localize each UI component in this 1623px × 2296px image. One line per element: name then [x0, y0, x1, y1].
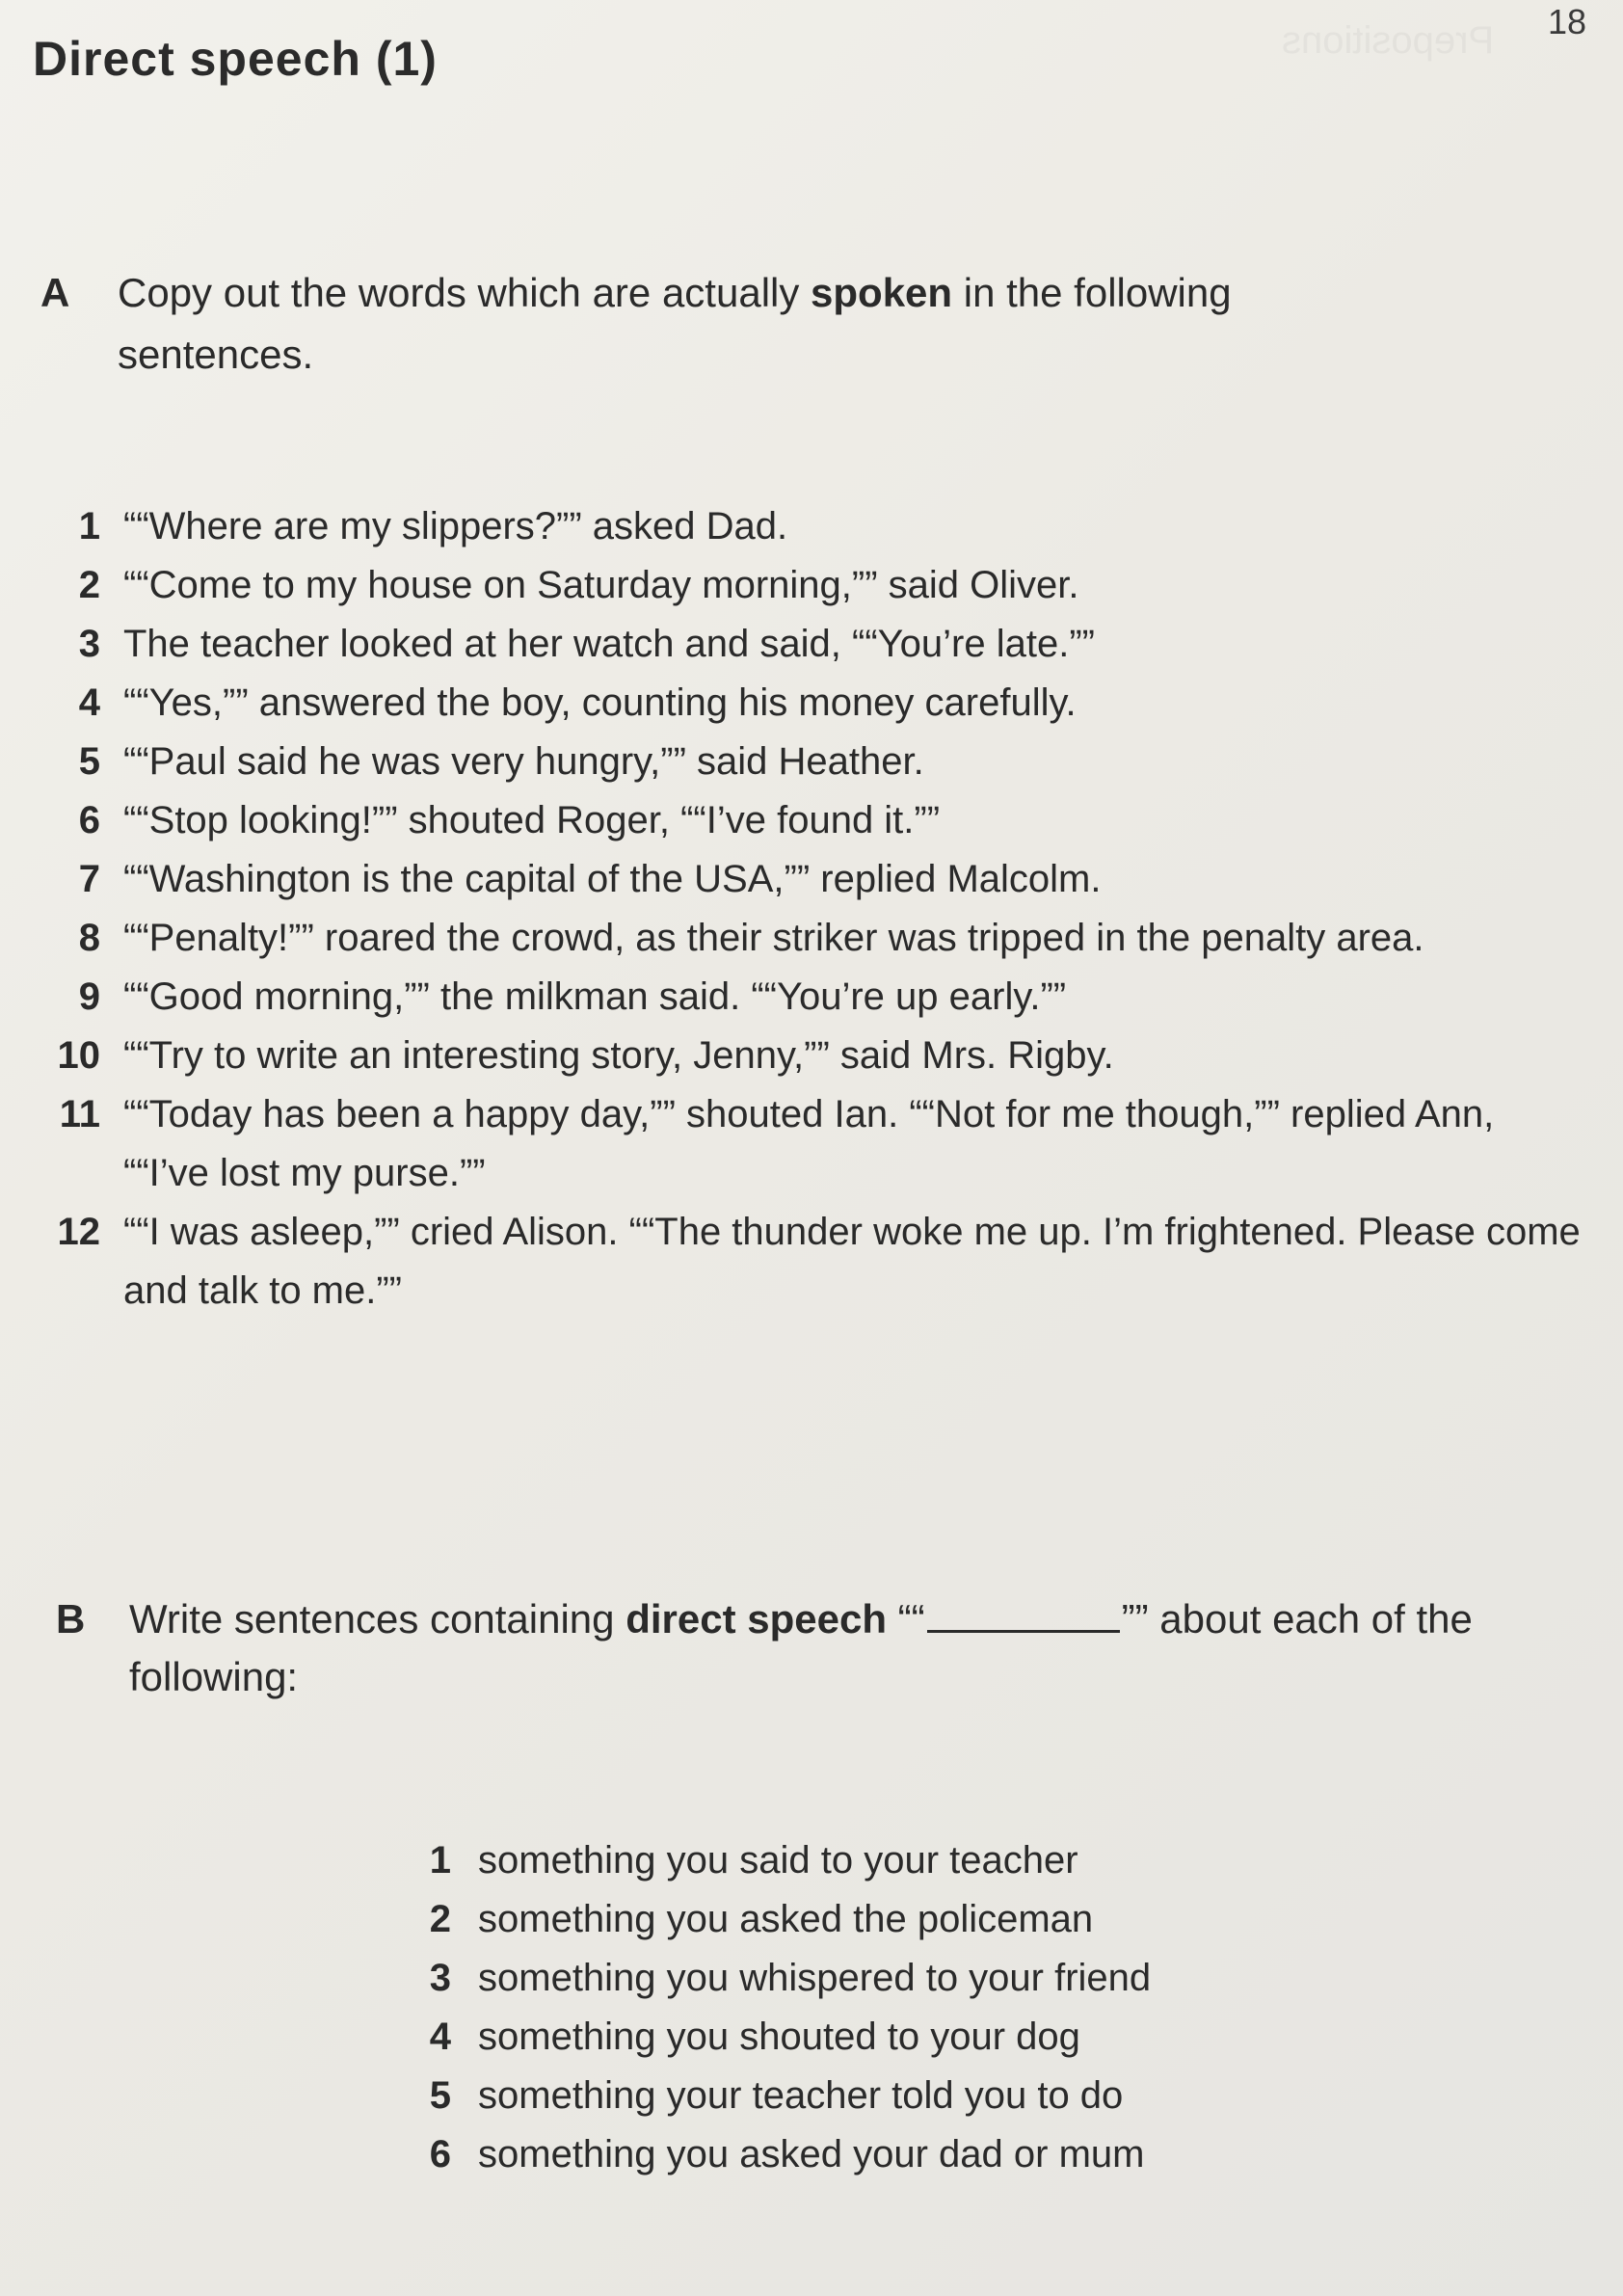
list-item — [366, 1890, 1426, 1949]
page-title: Direct speech (1) — [33, 32, 438, 86]
item-text: ““Stop looking!”” shouted Roger, ““I’ve found it.”” — [123, 799, 941, 841]
item-text: something you asked the policeman — [478, 1898, 1094, 1940]
section-a-list — [0, 497, 1581, 1321]
list-item — [366, 1831, 1426, 1890]
item-number: 1 — [429, 1839, 451, 1882]
item-number: 12 — [57, 1211, 100, 1253]
item-number: 3 — [78, 623, 100, 665]
show-through-text: Prepositions — [1282, 19, 1495, 62]
item-number: 4 — [78, 681, 100, 724]
list-item — [366, 2067, 1426, 2125]
item-text: something you shouted to your dog — [478, 2016, 1080, 2058]
section-b-intro-before: Write sentences containing — [129, 1596, 626, 1642]
section-b-letter: B — [56, 1596, 86, 1642]
list-item — [0, 733, 1581, 791]
item-text: ““Try to write an interesting story, Jenny,”” said Mrs. Rigby. — [123, 1034, 1114, 1077]
item-text: something you asked your dad or mum — [478, 2133, 1145, 2176]
item-text: ““Yes,”” answered the boy, counting his money carefully. — [123, 681, 1077, 724]
quote-close: ”” — [1121, 1596, 1149, 1642]
item-number: 9 — [78, 975, 100, 1018]
list-item — [0, 615, 1581, 674]
item-text: something you said to your teacher — [478, 1839, 1078, 1882]
section-a-intro — [118, 262, 1438, 386]
list-item — [0, 1027, 1581, 1085]
list-item — [0, 497, 1581, 556]
list-item — [0, 968, 1581, 1027]
item-number: 6 — [78, 799, 100, 841]
list-item — [0, 556, 1581, 615]
item-text: ““Paul said he was very hungry,”” said Heather. — [123, 740, 924, 783]
item-text: ““Today has been a happy day,”” shouted Ian. ““Not for me though,”” replied Ann, ““I’ve lost my purse.”” — [123, 1093, 1495, 1194]
item-text: ““Good morning,”” the milkman said. ““You’re up early.”” — [123, 975, 1067, 1018]
item-text: ““I was asleep,”” cried Alison. ““The thunder woke me up. I’m frightened. Please come and talk to me.”” — [123, 1211, 1581, 1312]
list-item — [0, 791, 1581, 850]
list-item — [0, 1085, 1581, 1203]
item-number: 2 — [78, 564, 100, 606]
item-number: 3 — [429, 1957, 451, 1999]
item-text: ““Penalty!”” roared the crowd, as their striker was tripped in the penalty area. — [123, 917, 1424, 959]
item-number: 1 — [78, 505, 100, 547]
section-a-letter: A — [40, 270, 70, 315]
list-item — [0, 1203, 1581, 1321]
list-item — [366, 2008, 1426, 2067]
list-item — [366, 1949, 1426, 2008]
page-number: 18 — [1547, 2, 1586, 41]
item-text: ““Come to my house on Saturday morning,”” said Oliver. — [123, 564, 1079, 606]
section-b-instructions — [56, 1590, 1579, 1706]
section-a-intro-after: in the following sentences. — [118, 270, 1232, 377]
section-b-intro — [129, 1590, 1579, 1706]
item-text: ““Washington is the capital of the USA,”” replied Malcolm. — [123, 858, 1102, 900]
item-text: The teacher looked at her watch and said, ““You’re late.”” — [123, 623, 1095, 665]
item-number: 10 — [57, 1034, 100, 1077]
item-number: 2 — [429, 1898, 451, 1940]
item-text: ““Where are my slippers?”” asked Dad. — [123, 505, 788, 547]
list-item — [0, 909, 1581, 968]
blank-line — [927, 1597, 1120, 1633]
section-b-intro-after: about each of the following: — [129, 1596, 1473, 1699]
item-number: 5 — [429, 2074, 451, 2117]
item-number: 5 — [78, 740, 100, 783]
section-a-intro-bold: spoken — [811, 270, 953, 315]
list-item — [0, 674, 1581, 733]
section-b-intro-bold: direct speech — [625, 1596, 887, 1642]
list-item — [366, 2125, 1426, 2184]
item-number: 8 — [78, 917, 100, 959]
item-number: 4 — [429, 2016, 451, 2058]
item-text: something your teacher told you to do — [478, 2074, 1124, 2117]
item-text: something you whispered to your friend — [478, 1957, 1152, 1999]
list-item — [0, 850, 1581, 909]
item-number: 6 — [429, 2133, 451, 2176]
section-b-list — [366, 1831, 1426, 2184]
item-number: 11 — [59, 1093, 100, 1135]
quote-open: ““ — [897, 1596, 925, 1642]
section-a-intro-before: Copy out the words which are actually — [118, 270, 812, 315]
item-number: 7 — [78, 858, 100, 900]
section-a-instructions — [40, 262, 1438, 386]
